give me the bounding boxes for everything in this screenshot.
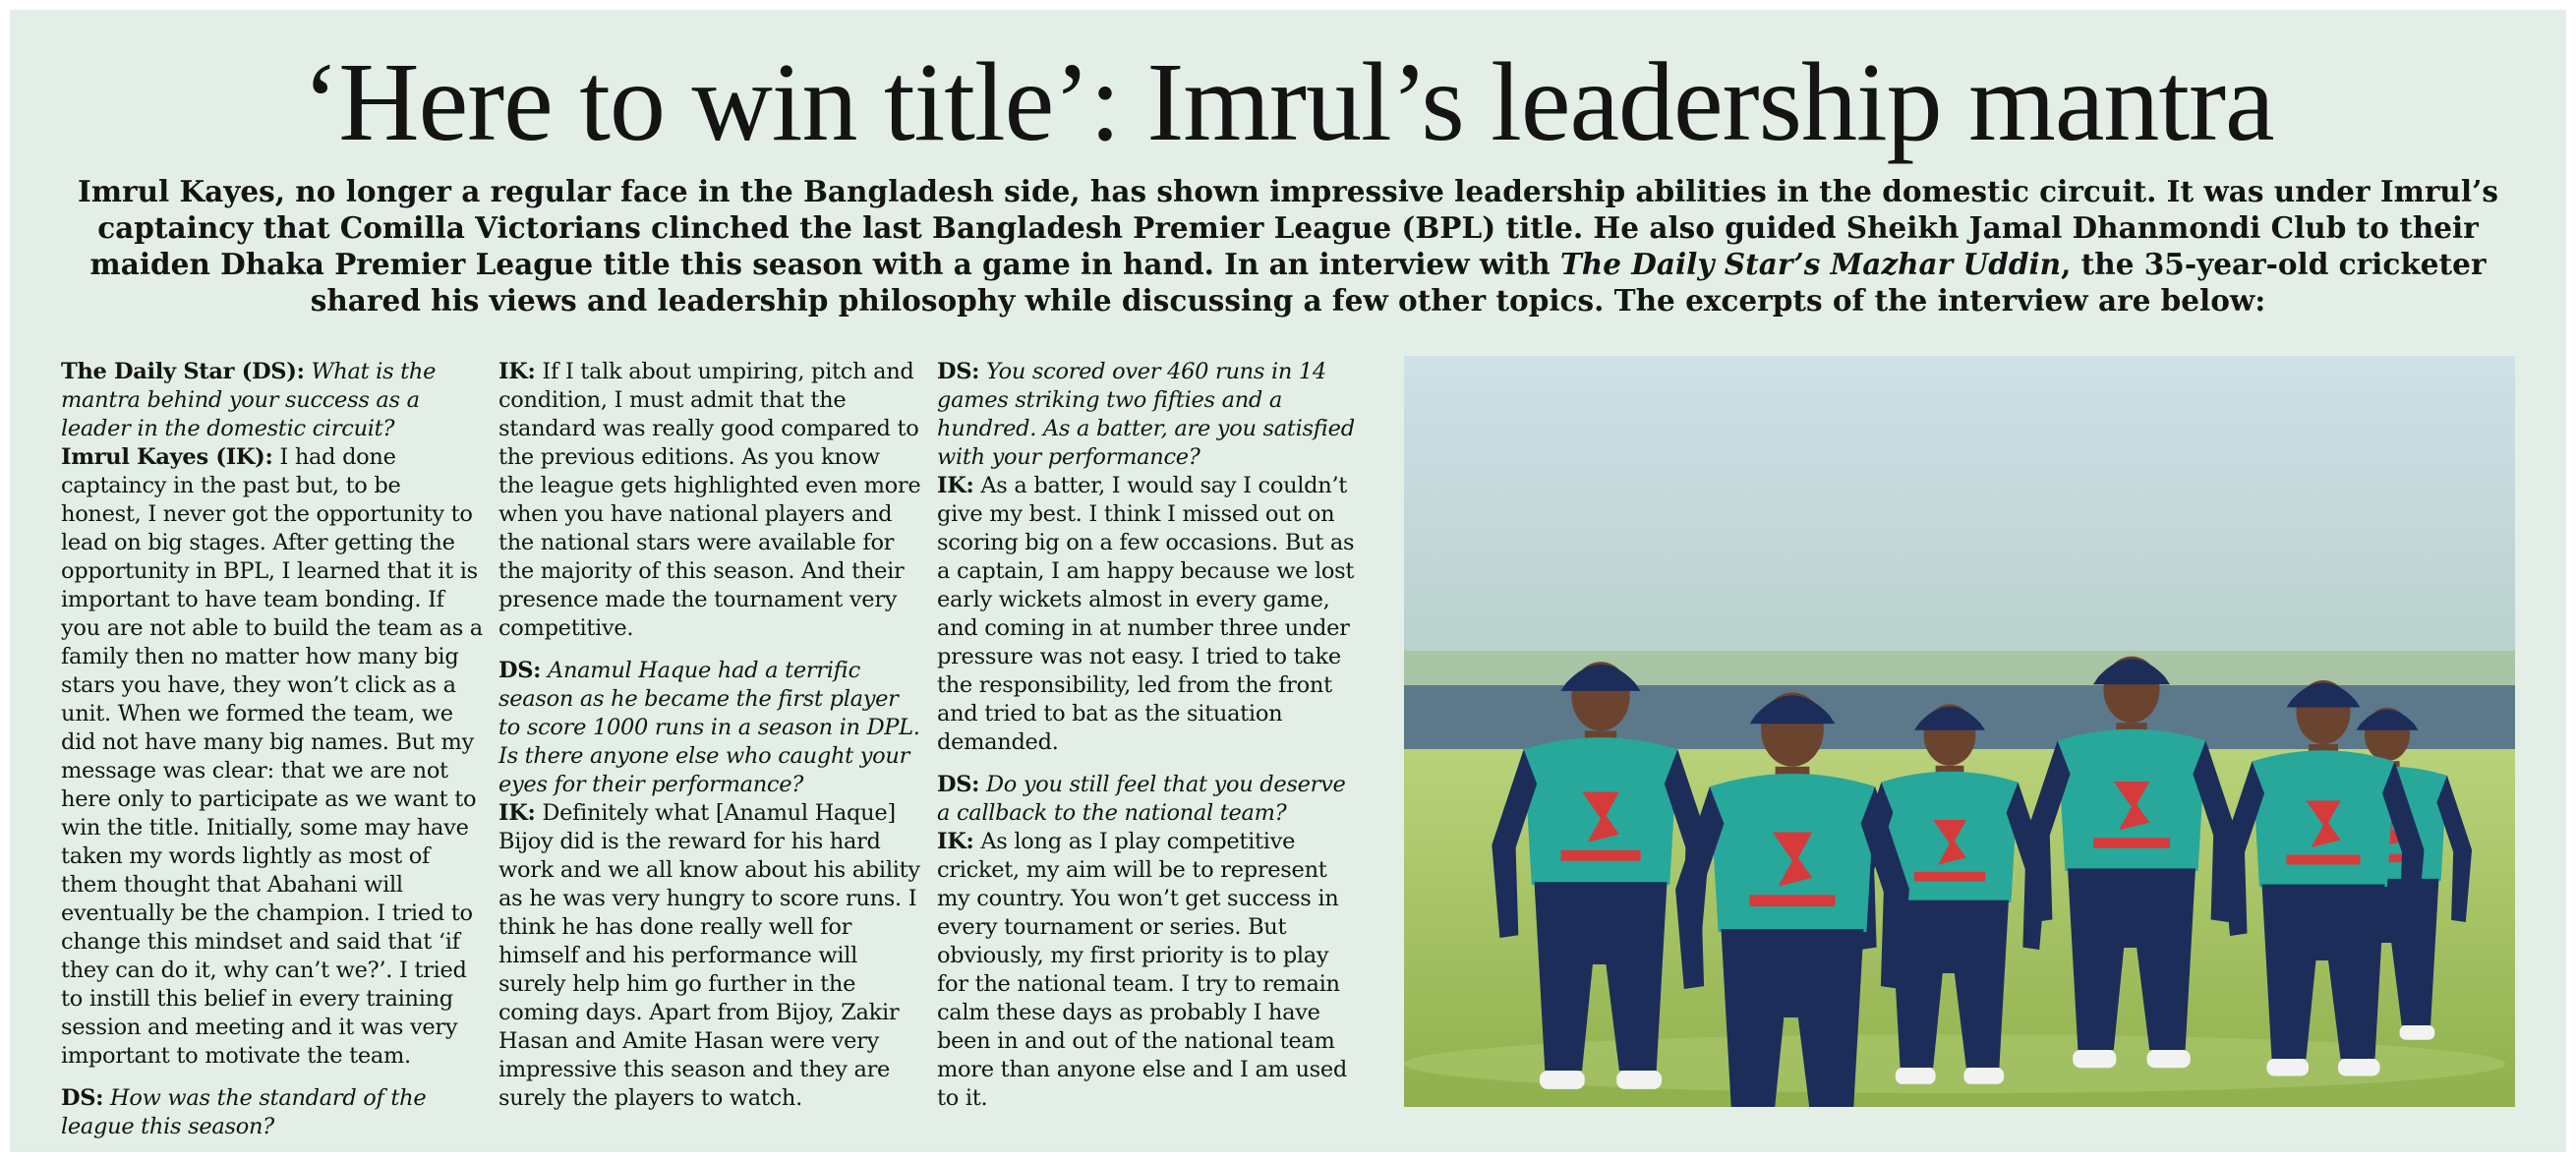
speaker-label: DS: xyxy=(498,658,542,683)
speaker-label: DS: xyxy=(61,1085,104,1111)
article-column-3 xyxy=(937,358,1360,1127)
question-text: How was the standard of the league this season? xyxy=(61,1085,427,1139)
answer-text: I had done captaincy in the past but, to be honest, I never got the opportunity to lead on big stages. After getting the opportunity in BPL, I learned that it is important to have team bonding. If you are not able to build the team as a family then no matter how many big stars you have, they won’t click as a unit. When we formed the team, we did not have many big names. But my message was clear: that we are not here only to participate as we want to win the title. Initially, some may have taken my words lightly as most of them thought that Abahani will eventually be the champion. I tried to change this mindset and said that ‘if they can do it, why can’t we?’. I tried to instill this belief in every training session and meeting and it was very important to motivate the team. xyxy=(61,444,483,1069)
speaker-label: IK: xyxy=(937,473,974,498)
headline: ‘Here to win title’: Imrul’s leadership mantra xyxy=(302,39,2274,164)
speaker-label: IK: xyxy=(937,829,974,854)
newspaper-page xyxy=(10,10,2566,1152)
qa-block xyxy=(498,358,921,643)
intro-text-start: Imrul Kayes, no longer a regular face in the Bangladesh side, has shown impressive leadership abilities in the domestic circuit. It was under Imrul’s captaincy that Comilla Victorians clinched the last Bangladesh Premier League (BPL) title. He also guided Sheikh Jamal Dhanmondi Club to their maiden Dhaka Premier League title this season with a game in hand. In an interview with xyxy=(78,174,2498,281)
speaker-label: Imrul Kayes (IK): xyxy=(61,444,273,470)
answer-text: As a batter, I would say I couldn’t give my best. I think I missed out on scoring big on a few occasions. But as a captain, I am happy because we lost early wickets almost in every game, and coming in at number three under pressure was not easy. I tried to take the responsibility, led from the front and tried to bat as the situation demanded. xyxy=(937,473,1355,755)
article-column-2 xyxy=(498,358,921,1127)
speaker-label: The Daily Star (DS): xyxy=(61,359,305,384)
speaker-label: IK: xyxy=(498,359,536,384)
speaker-label: IK: xyxy=(498,800,536,826)
answer-text: As long as I play competitive cricket, my aim will be to represent my country. You won’t get success in every tournament or series. But obviously, my first priority is to play for the national team. I try to remain calm these days as probably I have been in and out of the national team more than anyone else and I am used to it. xyxy=(937,829,1348,1111)
qa-block xyxy=(937,771,1360,1113)
cricketers-walking-illustration xyxy=(1404,356,2515,1107)
answer-text: Definitely what [Anamul Haque] Bijoy did is the reward for his hard work and we all know about his ability as he was very hungry to score runs. I think he has done really well for himself and his performance will surely help him go further in the coming days. Apart from Bijoy, Zakir Hasan and Amite Hasan were very impressive this season and they are surely the players to watch. xyxy=(498,800,920,1111)
article-column-1 xyxy=(61,358,484,1155)
question-text: Do you still feel that you deserve a callback to the national team? xyxy=(937,772,1346,826)
intro-paragraph xyxy=(49,173,2527,319)
speaker-label: DS: xyxy=(937,772,980,797)
qa-block xyxy=(61,358,484,1071)
question-text: You scored over 460 runs in 14 games striking two fifties and a hundred. As a batter, are you satisfied with your performance? xyxy=(937,359,1355,470)
intro-byline: The Daily Star’s Mazhar Uddin xyxy=(1559,247,2062,281)
intro-text-end: , the 35-year-old cricketer shared his views and leadership philosophy while discussing a few other topics. The excerpts of the interview are below: xyxy=(310,247,2487,318)
qa-block xyxy=(937,358,1360,757)
qa-block xyxy=(498,657,921,1113)
answer-text: If I talk about umpiring, pitch and condition, I must admit that the standard was really good compared to the previous editions. As you know the league gets highlighted even more when you have national players and the national stars were available for the majority of this season. And their presence made the tournament very competitive. xyxy=(498,359,921,641)
qa-block xyxy=(61,1084,484,1141)
question-text: Anamul Haque had a terrific season as he became the first player to score 1000 runs in a season in DPL. Is there anyone else who caught your eyes for their performance? xyxy=(498,658,920,797)
question-text: What is the mantra behind your success as a leader in the domestic circuit? xyxy=(61,359,437,441)
team-photo xyxy=(1404,356,2515,1107)
speaker-label: DS: xyxy=(937,359,980,384)
